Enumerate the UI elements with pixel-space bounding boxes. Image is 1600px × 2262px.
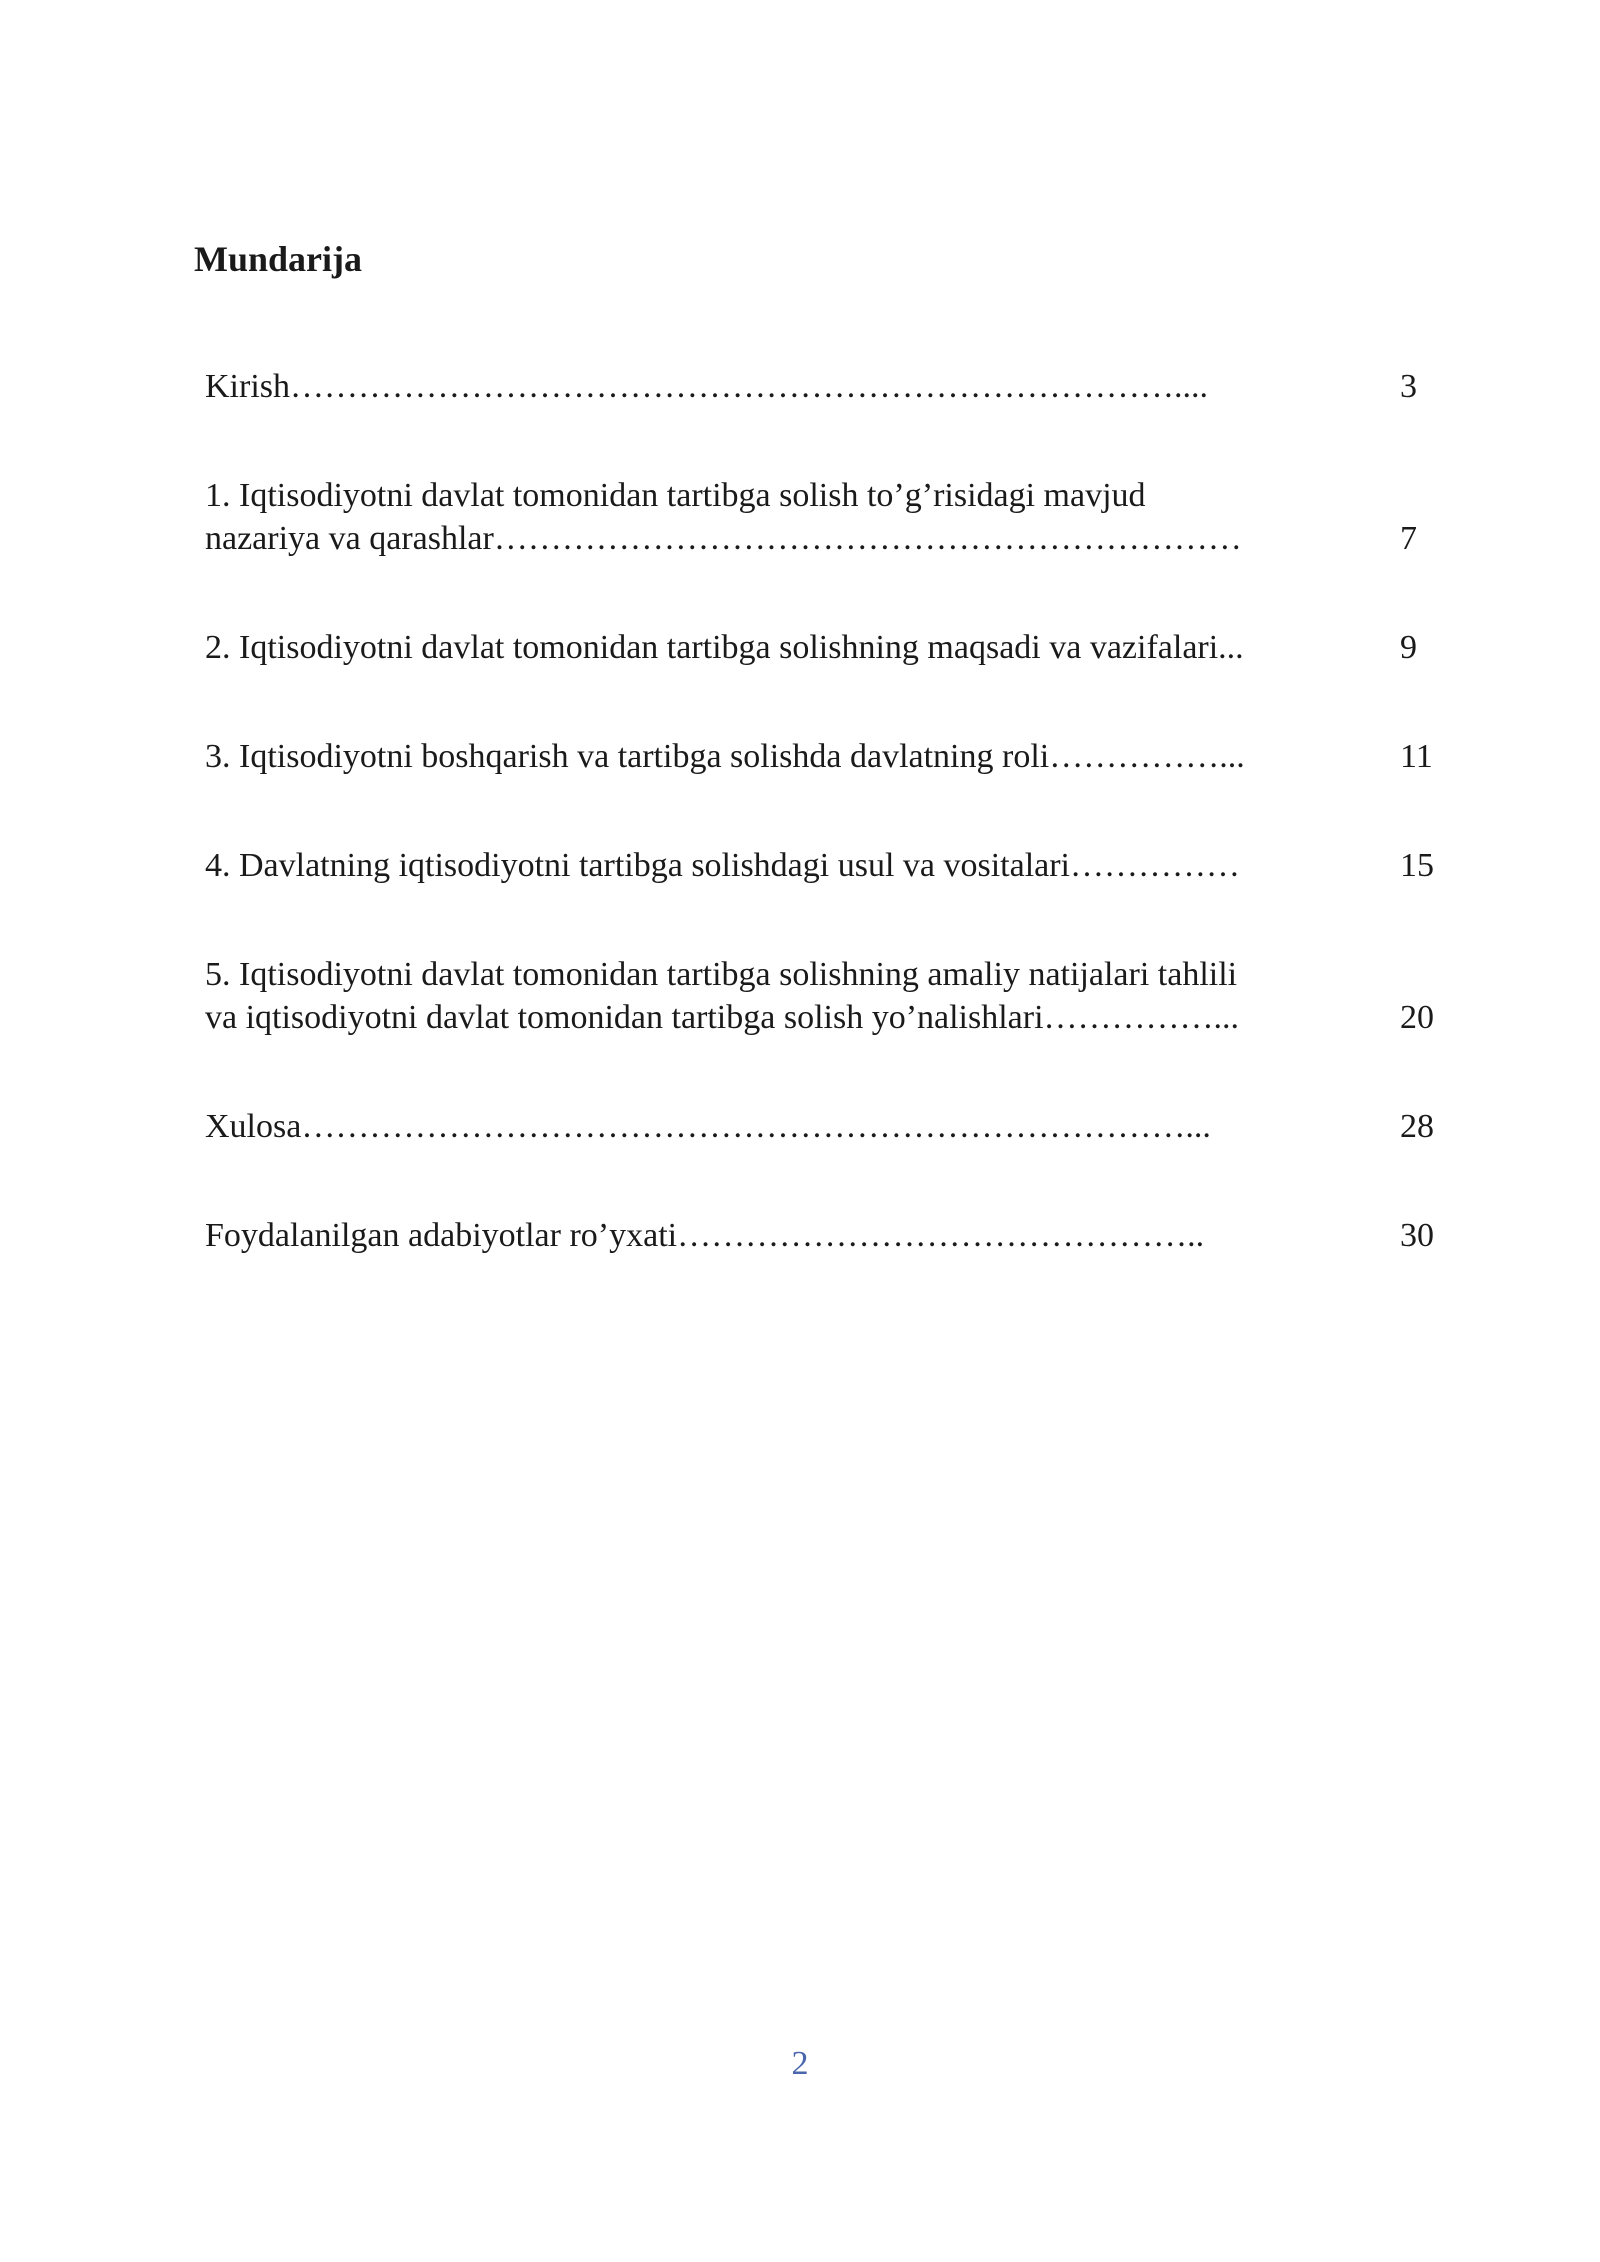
toc-entry-page-number: 11 bbox=[1400, 738, 1433, 775]
toc-entry-title-line: va iqtisodiyotni davlat tomonidan tartibga solish yo’nalishlari……………... bbox=[205, 999, 1240, 1036]
toc-entry-title bbox=[205, 953, 1355, 1039]
toc-entry-page-number: 7 bbox=[1400, 520, 1417, 557]
toc-entry-title-line: Kirish…………………………………………………………………….... bbox=[205, 368, 1208, 405]
toc-entry-page-number: 30 bbox=[1400, 1217, 1434, 1254]
toc-entry-introduction bbox=[205, 365, 1450, 408]
toc-entry-references bbox=[205, 1214, 1450, 1257]
toc-entry-title-line: Xulosa……………………………………………………………………... bbox=[205, 1108, 1211, 1145]
toc-entry-title-line: nazariya va qarashlar………………………………………………………… bbox=[205, 520, 1242, 557]
page-number: 2 bbox=[791, 2045, 809, 2082]
toc-entry-title bbox=[205, 844, 1355, 887]
toc-entry-title-line: 5. Iqtisodiyotni davlat tomonidan tartibga solishning amaliy natijalari tahlili bbox=[205, 956, 1238, 993]
toc-entry-page-number: 9 bbox=[1400, 629, 1417, 666]
toc-entry-title bbox=[205, 365, 1355, 408]
toc-entry-title bbox=[205, 1214, 1355, 1257]
toc-entry-page-number: 20 bbox=[1400, 999, 1434, 1036]
toc-entry-title bbox=[205, 626, 1355, 669]
toc-entry-title bbox=[205, 474, 1355, 560]
toc-entry-title-line: 2. Iqtisodiyotni davlat tomonidan tartibga solishning maqsadi va vazifalari... bbox=[205, 629, 1244, 666]
toc-entry-section-1 bbox=[205, 474, 1450, 560]
toc-entry-title bbox=[205, 735, 1355, 778]
toc-entry-title-line: Foydalanilgan adabiyotlar ro’yxati……………………………………….. bbox=[205, 1217, 1205, 1254]
toc-entry-title bbox=[205, 1105, 1355, 1148]
toc-entry-section-3 bbox=[205, 735, 1450, 778]
toc-entry-section-4 bbox=[205, 844, 1450, 887]
toc-entry-title-line: 4. Davlatning iqtisodiyotni tartibga solishdagi usul va vositalari…………… bbox=[205, 847, 1241, 884]
toc-entry-conclusion bbox=[205, 1105, 1450, 1148]
toc-entry-page-number: 3 bbox=[1400, 368, 1417, 405]
toc-heading: Mundarija bbox=[194, 239, 363, 279]
toc-entry-section-2 bbox=[205, 626, 1450, 669]
toc-entry-title-line: 3. Iqtisodiyotni boshqarish va tartibga solishda davlatning roli……………... bbox=[205, 738, 1245, 775]
toc-entry-page-number: 28 bbox=[1400, 1108, 1434, 1145]
toc-entry-section-5 bbox=[205, 953, 1450, 1039]
toc-entry-page-number: 15 bbox=[1400, 847, 1434, 884]
table-of-contents bbox=[205, 365, 1450, 1257]
toc-entry-title-line: 1. Iqtisodiyotni davlat tomonidan tartibga solish to’g’risidagi mavjud bbox=[205, 477, 1146, 514]
